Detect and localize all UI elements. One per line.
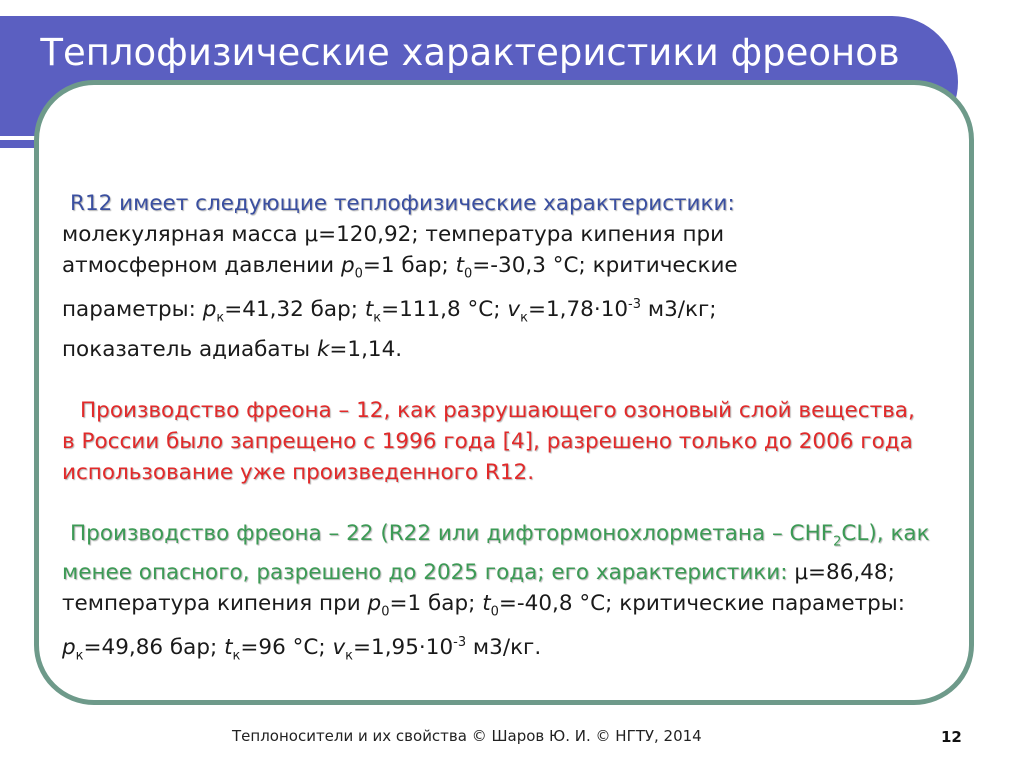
paragraph-r22: Производство фреона – 22 (R22 или дифтормонохлорметана – $CHF_2CL$), как менее опасного, разрешено до 2025 года; его характеристики: μ=86,48; температура кипения при $p_0=1$ бар; $t_0=-40,8$ °С; критические параметры: $p_к=49,86$ бар; $t_к=96$ °С; $v_к=1,95\cdot 10^{-3}$ м3/кг. bbox=[62, 520, 930, 664]
paragraph-r12-ban: Производство фреона – 12, как разрушающего озоновый слой вещества, в России было запрещено с 1996 года [4], разрешено только до 2006 года использование уже произведенного R12. bbox=[62, 397, 915, 485]
slide-content bbox=[62, 188, 932, 672]
paragraph-r12: R12 имеет следующие теплофизические характеристики: молекулярная масса μ=120,92; температура кипения при атмосферном давлении $p_0=1$ бар; $t_0=-30,3$ °С; критические параметры: $p_к=41,32$ бар; $t_к=111,8$ °С; $v_к=1,78\cdot 10^{-3}$ м3/кг; показатель адиабаты k=1,14. bbox=[62, 191, 738, 362]
page-number: 12 bbox=[941, 728, 962, 746]
slide-title: Теплофизические характеристики фреонов bbox=[40, 31, 900, 74]
r12-heading: R12 имеет следующие теплофизические характеристики: bbox=[70, 191, 735, 216]
footer-text: Теплоносители и их свойства © Шаров Ю. И. © НГТУ, 2014 bbox=[232, 727, 702, 745]
